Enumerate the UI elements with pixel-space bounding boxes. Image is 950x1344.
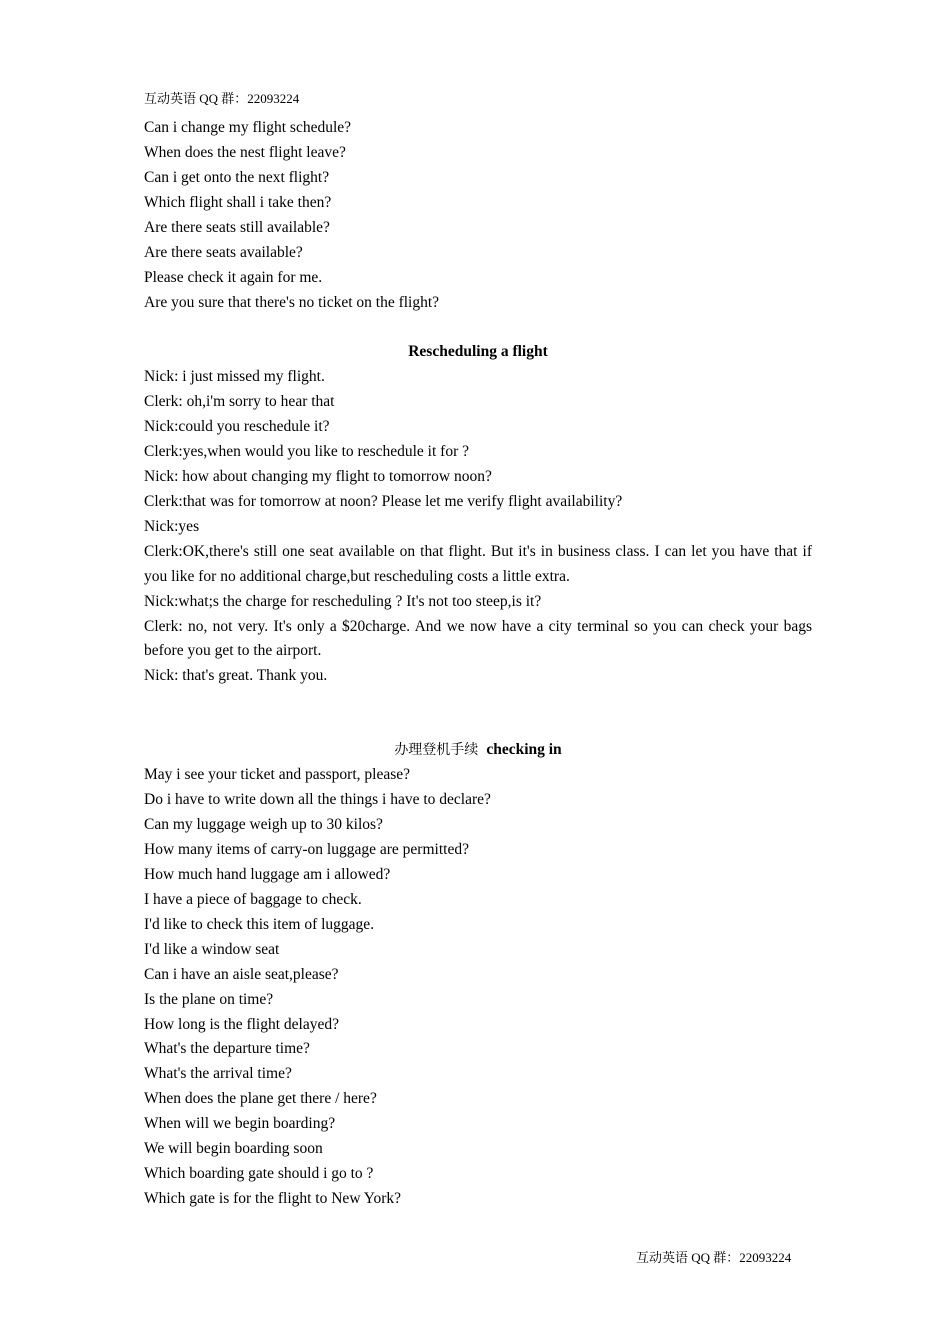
checkin-line: How long is the flight delayed?: [144, 1015, 339, 1033]
page-footer: 互动英语 QQ 群：22093224: [636, 1250, 792, 1265]
dialogue-line: Nick: i just missed my flight.: [144, 368, 325, 385]
section-heading-rescheduling: [144, 340, 812, 365]
dialogue-line: Clerk:that was for tomorrow at noon? Please let me verify flight availability?: [144, 492, 623, 510]
checkin-line: When does the plane get there / here?: [144, 1090, 377, 1108]
dialogue-line: Nick: that's great. Thank you.: [144, 667, 328, 685]
dialogue-line: Clerk: oh,i'm sorry to hear that: [144, 392, 335, 410]
dialogue-list: [144, 365, 812, 689]
dialogue-line: Nick:yes: [144, 517, 200, 535]
phrase-line: Are you sure that there's no ticket on the flight?: [144, 293, 440, 311]
checkin-phrase-list: [144, 763, 812, 1212]
phrase-line: Can i change my flight schedule?: [144, 119, 352, 136]
checkin-line: Can my luggage weigh up to 30 kilos?: [144, 815, 383, 833]
checkin-line: When will we begin boarding?: [144, 1115, 336, 1133]
checkin-line: Can i have an aisle seat,please?: [144, 965, 339, 983]
dialogue-line: Clerk:OK,there's still one seat available on that flight. But it's in business class. I can let you have that if you like for no additional charge,but rescheduling costs a little extra.: [144, 542, 812, 585]
checkin-line: How much hand luggage am i allowed?: [144, 865, 391, 883]
phrase-line: When does the nest flight leave?: [144, 143, 346, 161]
checkin-line: I have a piece of baggage to check.: [144, 890, 362, 908]
checkin-line: Which boarding gate should i go to ?: [144, 1165, 374, 1183]
phrase-line: Can i get onto the next flight?: [144, 168, 330, 186]
checkin-line: How many items of carry-on luggage are permitted?: [144, 840, 469, 858]
checkin-line: I'd like a window seat: [144, 940, 280, 958]
phrase-line: Are there seats still available?: [144, 218, 330, 236]
checkin-line: What's the departure time?: [144, 1040, 310, 1058]
checkin-line: Do i have to write down all the things i have to declare?: [144, 790, 491, 808]
dialogue-line: Nick:could you reschedule it?: [144, 417, 330, 435]
checkin-line: Is the plane on time?: [144, 990, 274, 1008]
section-heading-en: checking in: [486, 741, 562, 758]
page-header: 互动英语 QQ 群：22093224: [144, 91, 300, 106]
checkin-line: We will begin boarding soon: [144, 1140, 323, 1158]
dialogue-line: Nick: how about changing my flight to tomorrow noon?: [144, 467, 492, 485]
section-heading-cn: 办理登机手续: [394, 742, 479, 758]
dialogue-line: Clerk: no, not very. It's only a $20charge. And we now have a city terminal so you can check your bags before you get to the airport.: [144, 617, 812, 660]
dialogue-line: Clerk:yes,when would you like to reschedule it for ?: [144, 442, 469, 460]
section-heading-checking-in: [144, 738, 812, 763]
checkin-line: May i see your ticket and passport, please?: [144, 766, 410, 783]
dialogue-line: Nick:what;s the charge for rescheduling ? It's not too steep,is it?: [144, 592, 542, 610]
checkin-line: I'd like to check this item of luggage.: [144, 915, 375, 933]
checkin-line: What's the arrival time?: [144, 1065, 292, 1083]
phrase-line: Are there seats available?: [144, 243, 303, 261]
checkin-line: Which gate is for the flight to New York?: [144, 1190, 401, 1208]
phrase-line: Which flight shall i take then?: [144, 193, 332, 211]
phrase-list: [144, 116, 812, 316]
section-heading-text: Rescheduling a flight: [408, 343, 548, 360]
phrase-line: Please check it again for me.: [144, 268, 323, 286]
